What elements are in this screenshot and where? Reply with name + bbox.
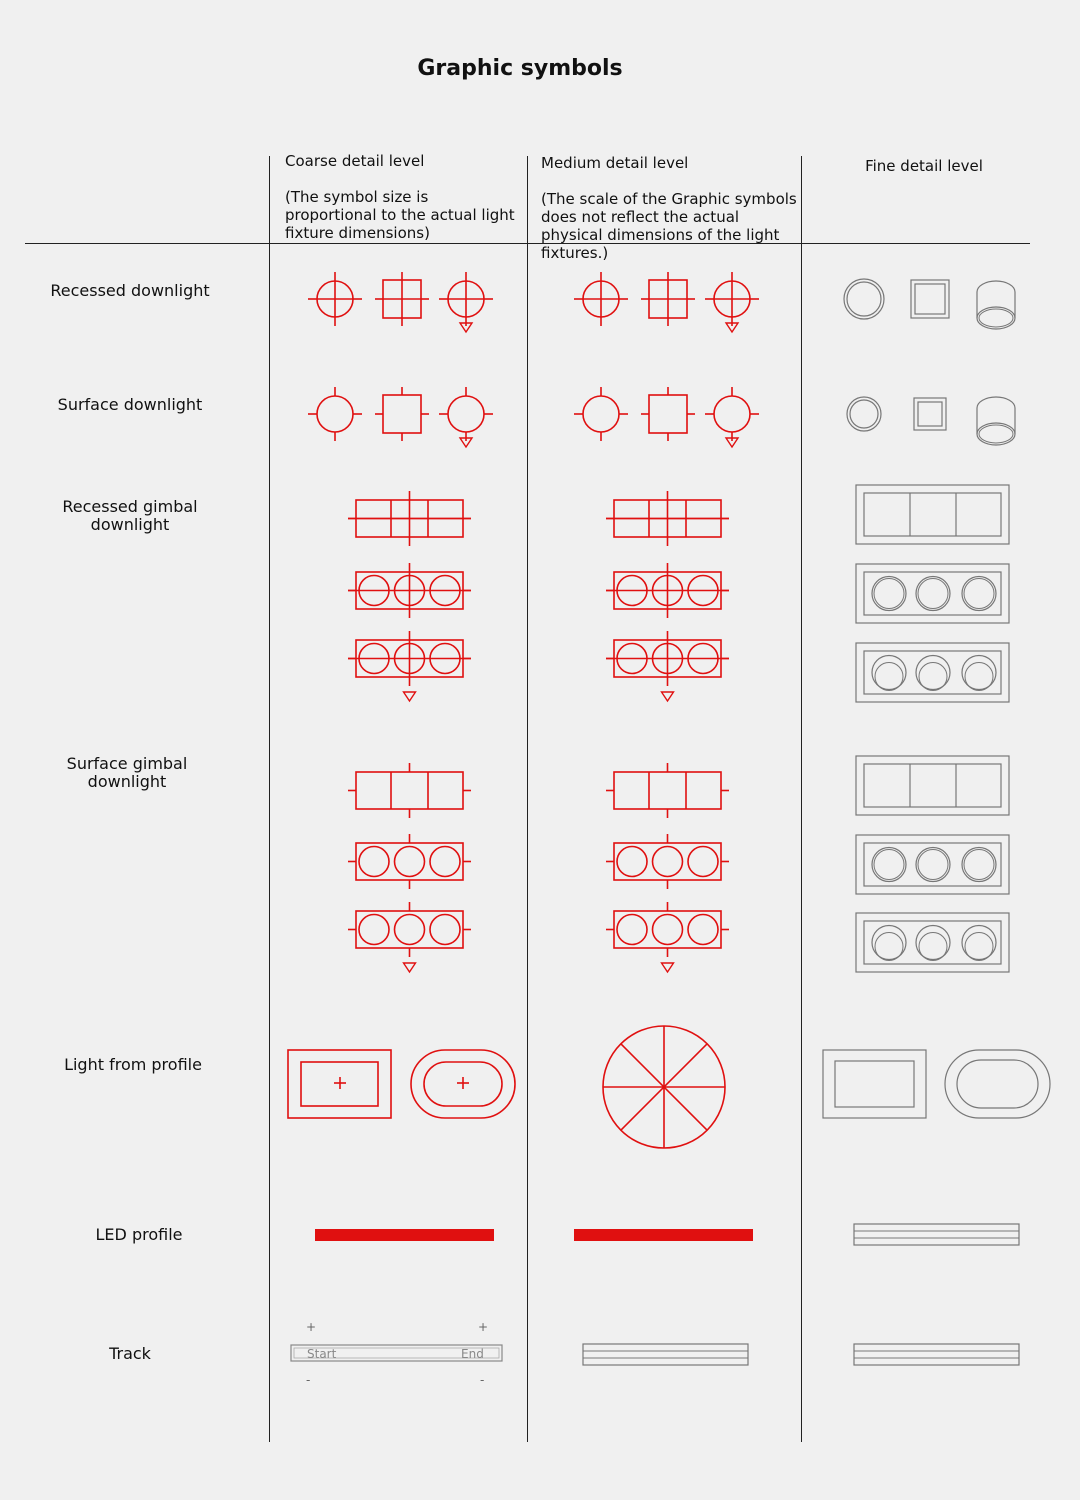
fine-surface-gimbal-squares-symbol xyxy=(856,756,1009,815)
column-heading: Coarse detail level xyxy=(285,152,425,170)
surface-gimbal-circles-symbol xyxy=(348,902,471,972)
track-plus-sign: + xyxy=(478,1320,489,1334)
row-label-surface-downlight: Surface downlight xyxy=(57,395,203,414)
track-medium-symbol xyxy=(583,1344,748,1365)
fine-recessed-round-downlight-symbol xyxy=(844,279,884,319)
surface-round-downlight-symbol xyxy=(308,387,362,441)
row-label-led-profile: LED profile xyxy=(95,1225,183,1244)
surface-round-downlight-symbol xyxy=(705,387,759,447)
fine-recessed-cylinder-downlight-symbol xyxy=(977,281,1015,329)
row-label-track: Track xyxy=(109,1344,151,1363)
page-title: Graphic symbols xyxy=(417,56,623,81)
surface-gimbal-circles-symbol xyxy=(606,834,729,889)
fine-profile-rectangular-symbol xyxy=(823,1050,926,1118)
recessed-gimbal-circles-symbol xyxy=(606,563,729,618)
profile-rectangular-symbol xyxy=(288,1050,391,1118)
surface-square-downlight-symbol xyxy=(641,387,695,441)
row-label-light-from-profile: Light from profile xyxy=(64,1055,202,1074)
row-label-recessed-downlight: Recessed downlight xyxy=(50,281,210,300)
recessed-gimbal-circles-symbol xyxy=(606,631,729,701)
surface-gimbal-circles-symbol xyxy=(606,902,729,972)
recessed-gimbal-squares-symbol xyxy=(348,491,471,546)
fine-surface-gimbal-circles-symbol xyxy=(856,835,1009,894)
surface-gimbal-squares-symbol xyxy=(606,763,729,818)
recessed-square-downlight-symbol xyxy=(641,272,695,326)
recessed-gimbal-circles-symbol xyxy=(348,563,471,618)
surface-gimbal-squares-symbol xyxy=(348,763,471,818)
recessed-round-downlight-symbol xyxy=(574,272,628,326)
column-note: (The symbol size is proportional to the actual light fixture dimensions) xyxy=(285,188,515,242)
recessed-round-downlight-symbol xyxy=(439,272,493,332)
track-plus-sign: + xyxy=(306,1320,317,1334)
fine-profile-oval-symbol xyxy=(945,1050,1050,1118)
fine-surface-cylinder-downlight-symbol xyxy=(977,397,1015,445)
recessed-gimbal-circles-symbol xyxy=(348,631,471,701)
fine-surface-square-downlight-symbol xyxy=(914,398,946,430)
recessed-round-downlight-symbol xyxy=(308,272,362,326)
surface-round-downlight-symbol xyxy=(574,387,628,441)
column-heading: Fine detail level xyxy=(865,157,983,175)
fine-recessed-gimbal-circles-symbol xyxy=(856,564,1009,623)
fine-surface-round-downlight-symbol xyxy=(847,397,881,431)
recessed-gimbal-squares-symbol xyxy=(606,491,729,546)
track-end-label: End xyxy=(461,1347,484,1361)
surface-round-downlight-symbol xyxy=(439,387,493,447)
track-minus-sign: - xyxy=(306,1373,311,1387)
track-minus-sign: - xyxy=(480,1373,485,1387)
fine-led-profile-symbol xyxy=(854,1224,1019,1245)
row-label-recessed-gimbal-downlight: Recessed gimbal downlight xyxy=(62,497,198,534)
track-start-label: Start xyxy=(307,1347,337,1361)
fine-recessed-gimbal-cylinders-symbol xyxy=(856,643,1009,702)
surface-gimbal-circles-symbol xyxy=(348,834,471,889)
fine-surface-gimbal-cylinders-symbol xyxy=(856,913,1009,972)
fine-recessed-gimbal-squares-symbol xyxy=(856,485,1009,544)
recessed-square-downlight-symbol xyxy=(375,272,429,326)
led-profile-bar-coarse xyxy=(315,1229,494,1241)
profile-oval-symbol xyxy=(411,1050,515,1118)
profile-circular-sector-symbol xyxy=(603,1026,725,1148)
column-heading: Medium detail level xyxy=(541,154,689,172)
track-fine-symbol xyxy=(854,1344,1019,1365)
recessed-round-downlight-symbol xyxy=(705,272,759,332)
column-note: (The scale of the Graphic symbols does not reflect the actual physical dimensions of the light fixtures.) xyxy=(541,190,797,262)
surface-square-downlight-symbol xyxy=(375,387,429,441)
led-profile-bar-medium xyxy=(574,1229,753,1241)
row-label-surface-gimbal-downlight: Surface gimbal downlight xyxy=(66,754,188,791)
fine-recessed-square-downlight-symbol xyxy=(911,280,949,318)
